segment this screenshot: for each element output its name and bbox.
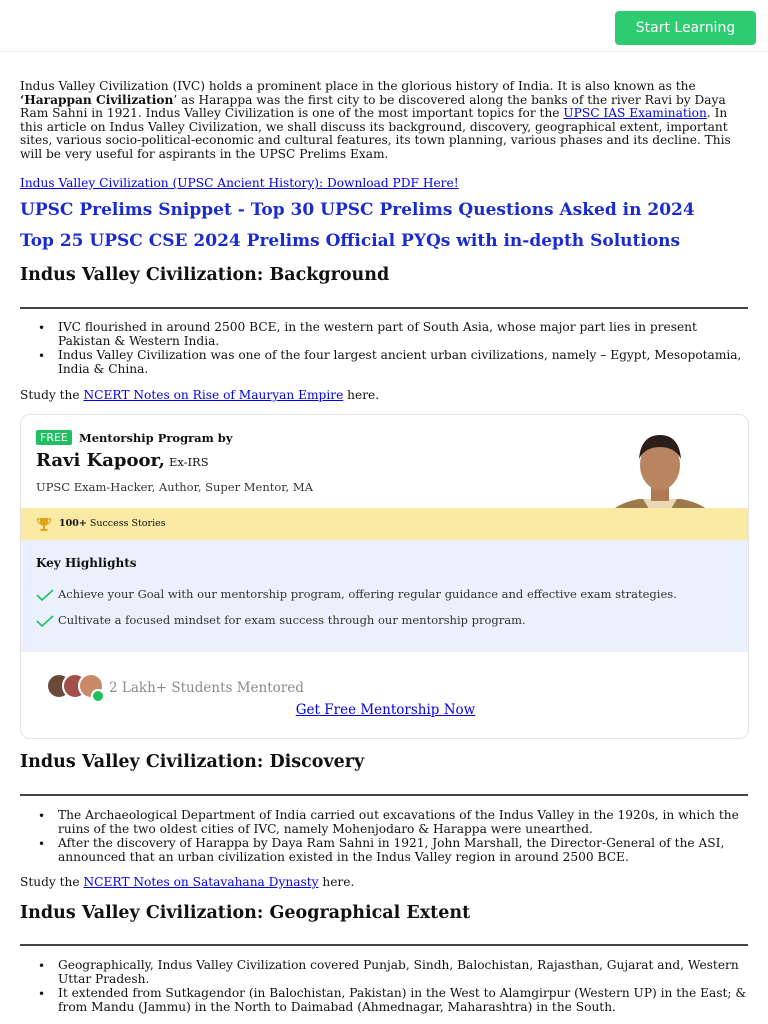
- prelims-snippet-link[interactable]: UPSC Prelims Snippet - Top 30 UPSC Prelims Questions Asked in 2024: [20, 200, 695, 220]
- article-body: [20, 79, 748, 402]
- background-heading: Indus Valley Civilization: Background: [20, 265, 390, 285]
- cta-wrap: [21, 702, 749, 718]
- list-item: • Indus Valley Civilization was one of the four largest ancient urban civilizations, namely – Egypt, Mesopotamia, India & China.: [20, 348, 748, 376]
- key-highlights: [21, 540, 749, 652]
- discovery-list: [20, 808, 748, 864]
- background-list: [20, 320, 748, 376]
- mentor-name: Ravi Kapoor,: [36, 450, 165, 471]
- geo-list: [20, 958, 748, 1014]
- program-label: Mentorship Program by: [79, 431, 233, 445]
- upsc-ias-link[interactable]: UPSC IAS Examination: [563, 106, 707, 121]
- pyqs-link[interactable]: Top 25 UPSC CSE 2024 Prelims Official PYQs with in-depth Solutions: [20, 231, 681, 251]
- start-learning-button[interactable]: Start Learning: [615, 11, 756, 45]
- intro-text-c: . In this article on Indus Valley Civilization, we shall discuss its background, discovery, geographical extent, important sites, various socio-political-economic and cultural features, its town planning, various phases and its decline. This will be very useful for aspirants in the UPSC Prelims Exam.: [20, 106, 731, 161]
- study-prefix: Study the: [20, 875, 84, 889]
- mauryan-notes-link[interactable]: NCERT Notes on Rise of Mauryan Empire: [83, 388, 344, 402]
- study-suffix: here.: [343, 388, 380, 402]
- intro-paragraph: [20, 80, 748, 162]
- highlight-text: Achieve your Goal with our mentorship program, offering regular guidance and effective exam strategies.: [58, 587, 677, 601]
- trophy-icon: [36, 516, 52, 532]
- check-icon: [36, 588, 54, 602]
- study-line: [20, 388, 379, 402]
- highlight-text: Cultivate a focused mindset for exam success through our mentorship program.: [58, 613, 526, 627]
- online-dot-icon: [91, 689, 105, 703]
- success-stories-bar: [21, 508, 749, 540]
- intro-text-a: Indus Valley Civilization (IVC) holds a prominent place in the glorious history of India. It is also known as the: [20, 79, 696, 93]
- list-item: • The Archaeological Department of India carried out excavations of the Indus Valley in the 1920s, in which the ruins of the two oldest cities of IVC, namely Mohenjodaro & Harappa were unearthed.: [20, 808, 748, 836]
- study-suffix: here.: [318, 875, 355, 889]
- highlights-title: Key Highlights: [36, 556, 137, 570]
- divider: [20, 944, 748, 946]
- geo-heading: Indus Valley Civilization: Geographical Extent: [20, 903, 471, 923]
- intro-text-b: ’ as Harappa was the first city to be discovered along the banks of the river Ravi by Daya Ram Sahni in 1921. Indus Valley Civilization is one of the most important topics for the: [20, 92, 726, 121]
- list-item: • IVC flourished in around 2500 BCE, in the western part of South Asia, whose major part lies in present Pakistan & Western India.: [20, 320, 748, 348]
- free-badge: FREE: [36, 430, 72, 445]
- divider: [20, 307, 748, 309]
- students-mentored-text: 2 Lakh+ Students Mentored: [109, 680, 304, 696]
- mentorship-card: [20, 414, 749, 739]
- list-item: • After the discovery of Harappa by Daya Ram Sahni in 1921, John Marshall, the Director-General of the ASI, announced that an urban civilization existed in the Indus Valley region in around 2500 BCE.: [20, 836, 748, 864]
- list-item: • It extended from Sutkagendor (in Balochistan, Pakistan) in the West to Alamgirpur (Western UP) in the East; & from Mandu (Jammu) in the North to Daimabad (Ahmednagar, Maharashtra) in the South.: [20, 986, 748, 1014]
- download-pdf-link[interactable]: Indus Valley Civilization (UPSC Ancient History): Download PDF Here!: [20, 176, 459, 190]
- top-bar: [0, 0, 768, 52]
- highlight-item: [36, 613, 526, 628]
- mentor-description: UPSC Exam-Hacker, Author, Super Mentor, MA: [36, 480, 313, 494]
- discovery-heading: Indus Valley Civilization: Discovery: [20, 752, 365, 772]
- check-icon: [36, 614, 54, 628]
- mentor-tag: Ex-IRS: [168, 455, 209, 469]
- get-free-mentorship-link[interactable]: Get Free Mentorship Now: [295, 702, 476, 718]
- mentor-name-row: [36, 450, 209, 471]
- satavahana-notes-link[interactable]: NCERT Notes on Satavahana Dynasty: [83, 875, 319, 889]
- list-item: • Geographically, Indus Valley Civilization covered Punjab, Sindh, Balochistan, Rajasthan, Gujarat and, Western Uttar Pradesh.: [20, 958, 748, 986]
- highlight-item: [36, 587, 677, 602]
- study-line: [20, 875, 354, 889]
- divider: [20, 794, 748, 796]
- intro-bold: ‘Harappan Civilization: [20, 92, 174, 107]
- success-count: 100+: [59, 518, 87, 529]
- success-label: Success Stories: [86, 518, 166, 529]
- success-stories-text: [59, 518, 166, 529]
- study-prefix: Study the: [20, 388, 84, 402]
